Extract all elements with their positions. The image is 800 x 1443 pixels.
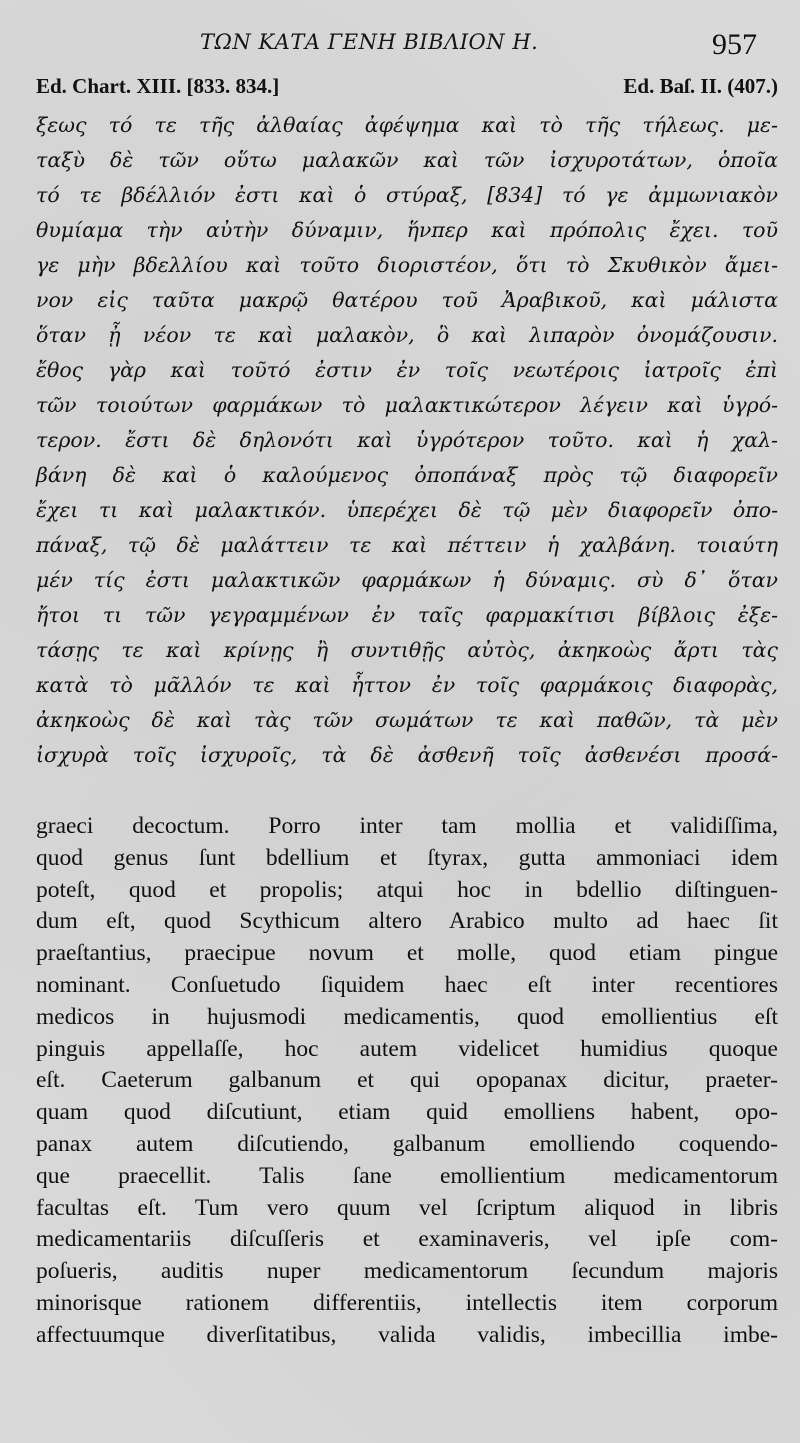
greek-text-line: ἤτοι τι τῶν γεγραμμένων ἐν ταῖς φαρμακίτισι βίβλοις ἐξε- [36, 603, 778, 627]
greek-text-line: ἰσχυρὰ τοῖς ἰσχυροῖς, τὰ δὲ ἀσθενῆ τοῖς ἀσθενέσι προσά- [36, 743, 778, 767]
latin-text-block [36, 811, 778, 1352]
latin-text-line: poteſt, quod et propolis; atqui hoc in bdellio diſtinguen- [36, 876, 778, 903]
greek-text-line: νον εἰς ταῦτα μακρῷ θατέρου τοῦ Ἀραβικοῦ, καὶ μάλιστα [36, 288, 778, 312]
greek-text-line: τῶν τοιούτων φαρμάκων τὸ μαλακτικώτερον λέγειν καὶ ὑγρό- [36, 393, 778, 417]
greek-text-line: βάνη δὲ καὶ ὁ καλούμενος ὀποπάναξ πρὸς τῷ διαφορεῖν [36, 463, 778, 487]
greek-text-line: θυμίαμα τὴν αὐτὴν δύναμιν, ἥνπερ καὶ πρόπολις ἔχει. τοῦ [36, 218, 778, 242]
greek-text-line: τάσῃς τε καὶ κρίνῃς ἢ συντιθῇς αὐτὸς, ἀκηκοὼς ἄρτι τὰς [36, 638, 778, 662]
latin-text-line: quod genus ſunt bdellium et ſtyrax, gutta ammoniaci idem [36, 844, 778, 871]
latin-text-line: quam quod diſcutiunt, etiam quid emolliens habent, opo- [36, 1099, 778, 1126]
latin-text-line: medicos in hujusmodi medicamentis, quod emollientius eſt [36, 1003, 778, 1030]
running-head: ΤΩΝ ΚΑΤΑ ΓΕΝΗ ΒΙΒΛΙΟΝ Η. [200, 30, 539, 54]
latin-text-line: affectuumque diverſitatibus, valida validis, imbecillia imbe- [36, 1321, 778, 1348]
greek-text-line: ἔχει τι καὶ μαλακτικόν. ὑπερέχει δὲ τῷ μὲν διαφορεῖν ὀπο- [36, 498, 778, 522]
latin-text-line: que praecellit. Talis ſane emollientium medicamentorum [36, 1162, 778, 1189]
greek-text-line: τό τε βδέλλιόν ἐστι καὶ ὁ στύραξ, [834] τό γε ἀμμωνιακὸν [36, 183, 778, 207]
latin-text-line: eſt. Caeterum galbanum et qui opopanax dicitur, praeter- [36, 1067, 778, 1094]
greek-text-line: πάναξ, τῷ δὲ μαλάττειν τε καὶ πέττειν ἡ χαλβάνη. τοιαύτη [36, 533, 778, 557]
latin-text-line: poſueris, auditis nuper medicamentorum ſecundum majoris [36, 1258, 778, 1285]
edition-reference-left: Ed. Chart. XIII. [833. 834.] [36, 74, 280, 98]
latin-text-line: praeſtantius, praecipue novum et molle, quod etiam pingue [36, 940, 778, 967]
greek-text-line: ξεως τό τε τῆς ἀλθαίας ἀφέψημα καὶ τὸ τῆς τήλεως. με- [36, 113, 778, 137]
edition-reference-row [36, 74, 778, 102]
latin-text-line: graeci decoctum. Porro inter tam mollia et validiſſima, [36, 813, 778, 839]
greek-text-line: ἔθος γὰρ καὶ τοῦτό ἐστιν ἐν τοῖς νεωτέροις ἰατροῖς ἐπὶ [36, 358, 778, 382]
latin-text-line: facultas eſt. Tum vero quum vel ſcriptum aliquod in libris [36, 1194, 778, 1221]
greek-text-line: ὅταν ᾖ νέον τε καὶ μαλακὸν, ὃ καὶ λιπαρὸν ὀνομάζουσιν. [36, 323, 778, 347]
greek-text-line: μέν τίς ἐστι μαλακτικῶν φαρμάκων ἡ δύναμις. σὺ δ᾽ ὅταν [36, 568, 778, 592]
latin-text-line: pinguis appellaſſe, hoc autem videlicet humidius quoque [36, 1035, 778, 1062]
latin-text-line: minorisque rationem differentiis, intellectis item corporum [36, 1289, 778, 1316]
latin-text-line: dum eſt, quod Scythicum altero Arabico multo ad haec ſit [36, 908, 778, 935]
greek-text-line: τερον. ἔστι δὲ δηλονότι καὶ ὑγρότερον τοῦτο. καὶ ἡ χαλ- [36, 428, 778, 452]
greek-text-line: κατὰ τὸ μᾶλλόν τε καὶ ἧττον ἐν τοῖς φαρμάκοις διαφορὰς, [36, 673, 778, 697]
greek-text-line: ταξὺ δὲ τῶν οὕτω μαλακῶν καὶ τῶν ἰσχυροτάτων, ὁποῖα [36, 148, 778, 172]
page-number: 957 [712, 28, 757, 61]
greek-text-line: γε μὴν βδελλίου καὶ τοῦτο διοριστέον, ὅτι τὸ Σκυθικὸν ἄμει- [36, 253, 778, 277]
latin-text-line: nominant. Conſuetudo ſiquidem haec eſt inter recentiores [36, 971, 778, 998]
latin-text-line: panax autem diſcutiendo, galbanum emolliendo coquendo- [36, 1130, 778, 1157]
greek-text-line: ἀκηκοὼς δὲ καὶ τὰς τῶν σωμάτων τε καὶ παθῶν, τὰ μὲν [36, 708, 778, 732]
latin-text-line: medicamentariis diſcuſſeris et examinaveris, vel ipſe com- [36, 1226, 778, 1253]
greek-text-block [36, 108, 778, 773]
edition-reference-right: Ed. Baſ. II. (407.) [623, 74, 778, 98]
